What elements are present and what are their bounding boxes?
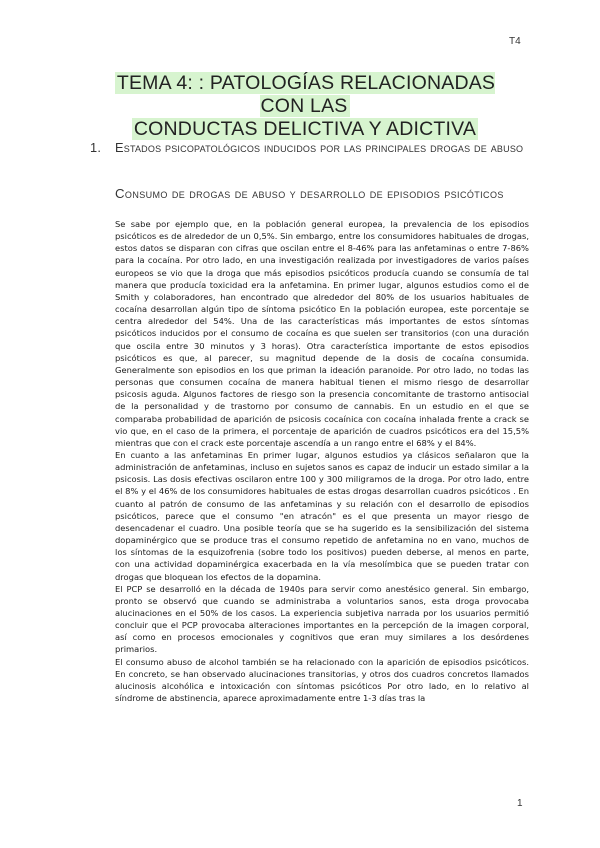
body-text xyxy=(115,218,529,704)
paragraph-cocaine: Se sabe por ejemplo que, en la población general europea, la prevalencia de los episodios psicóticos es de alrededor de un 0,5%. Sin embargo, entre los consumidores habituales de drogas, estos datos se disparan con cifras que oscilan entre el 8-46% para las anfetaminas o entre 7-86% para la cocaína. Por otro lado, en una investigación realizada por investigadores de varios países europeos se vio que la droga que más episodios psicóticos producía cuando se consumía de tal manera que producía toxicidad era la anfetamina. En primer lugar, algunos estudios como el de Smith y colaboradores, han encontrado que alrededor del 80% de los usuarios habituales de cocaína desarrollan algún tipo de síntoma psicótico En la población europea, este porcentaje se centra alrededor del 54%. Una de las características más importantes de estos síntomas psicóticos inducidos por el consumo de cocaína es que suelen ser transitorios (con una duración que oscila entre 30 minutos y 3 horas). Otra característica importante de estos episodios psicóticos es que, al parecer, su magnitud depende de la dosis de cocaína consumida. Generalmente son episodios en los que priman la ideación paranoide. Por otro lado, no todas las personas que consumen cocaína de manera habitual tienen el mismo riesgo de desarrollar psicosis aguda. Algunos factores de riesgo son la presencia concomitante de trastorno antisocial de la personalidad y de trastorno por consumo de cannabis. En un estudio en el que se comparaba probabilidad de aparición de psicosis cocaínica con cocaína inhalada frente a crack se vio que, en el caso de la primera, el porcentaje de aparición de cuadros psicóticos era del 15,5% mientras que con el crack este porcentaje ascendía a un rango entre el 68% y el 84%. xyxy=(115,219,529,448)
page-number: 1 xyxy=(517,798,523,809)
page-title xyxy=(95,72,515,141)
paragraph-pcp: El PCP se desarrolló en la década de 1940s para servir como anestésico general. Sin embargo, pronto se observó que cuando se administraba a voluntarios sanos, esta droga provocaba alucinaciones en el 50% de los casos. La experiencia subjetiva narrada por los usuarios permitió concluir que el PCP provocaba alteraciones importantes en la percepción de la imagen corporal, así como en procesos emocionales y cognitivos que eran muy similares a los desórdenes primarios. xyxy=(115,583,529,655)
section-number: 1. xyxy=(90,140,102,155)
section-heading xyxy=(90,140,530,156)
title-line-1: TEMA 4: : PATOLOGÍAS RELACIONADAS CON LAS xyxy=(116,72,496,117)
paragraph-amphetamines: En cuanto a las anfetaminas En primer lugar, algunos estudios ya clásicos señalaron que la administración de anfetaminas, incluso en sujetos sanos es capaz de inducir un estado similar a la psicosis. Las dosis efectivas oscilaron entre 100 y 300 miligramos de la droga. Por otro lado, entre el 8% y el 46% de los consumidores habituales de estas drogas desarrollan cuadros psicóticos . En cuanto al patrón de consumo de las anfetaminas y su relación con el desarrollo de episodios psicóticos, parece que el consumo "en atracón" es el que presenta un mayor riesgo de desencadenar el cuadro. Una posible teoría que se ha sugerido es la sensibilización del sistema dopaminérgico que se produce tras el consumo repetido de anfetamina no en vano, muchos de los síntomas de la esquizofrenia (sobre todo los positivos) pueden deberse, al menos en parte, con una actividad dopaminérgica exacerbada en la vía mesolímbica que se pueden tratar con drogas que bloquean los efectos de la dopamina. xyxy=(115,449,529,582)
paragraph-alcohol: El consumo abuso de alcohol también se ha relacionado con la aparición de episodios psicóticos. En concreto, se han observado alucinaciones transitorias, y otros dos cuadros concretos llamados alucinosis alcohólica e intoxicación con síntomas psicóticos Por otro lado, en lo relativo al síndrome de abstinencia, aparece aproximadamente entre 1-3 días tras la xyxy=(115,656,529,704)
title-line-2: CONDUCTAS DELICTIVA Y ADICTIVA xyxy=(133,118,477,140)
section-title: Estados psicopatológicos inducidos por las principales drogas de abuso xyxy=(115,140,524,155)
subsection-heading: Consumo de drogas de abuso y desarrollo de episodios psicóticos xyxy=(115,186,504,201)
document-tag: T4 xyxy=(509,36,521,47)
